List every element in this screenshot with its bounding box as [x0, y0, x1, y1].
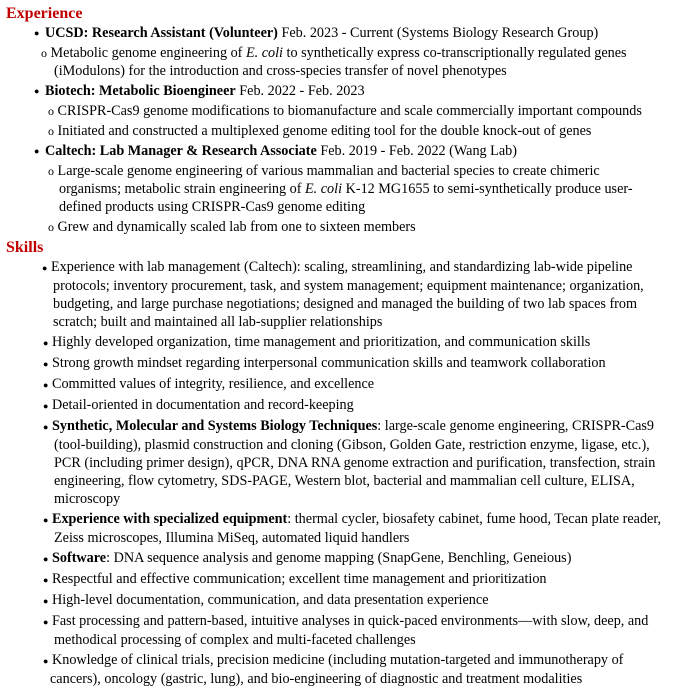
- job-detail: o Initiated and constructed a multiplexed genome editing tool for the double knock-out of genes: [48, 123, 592, 139]
- job-detail: o CRISPR-Cas9 genome modifications to biomanufacture and scale commercially important compounds: [48, 103, 642, 119]
- bullet-icon: ●: [43, 338, 49, 348]
- skill-item: ● Committed values of integrity, resilience, and excellence: [43, 376, 375, 392]
- bullet-icon: ●: [43, 515, 49, 525]
- skill-item: ● Respectful and effective communication; excellent time management and prioritization: [43, 571, 547, 587]
- skill-item: ● Strong growth mindset regarding interpersonal communication skills and teamwork collaboration: [43, 355, 606, 371]
- job-detail: o Grew and dynamically scaled lab from one to sixteen members: [48, 219, 416, 235]
- job-title: Caltech: Lab Manager & Research Associate: [45, 143, 317, 159]
- job-caltech: [34, 142, 676, 160]
- job-dates: Feb. 2022 - Feb. 2023: [235, 83, 365, 99]
- sub-bullet-icon: o: [48, 220, 54, 234]
- sub-bullet-icon: o: [48, 104, 54, 118]
- bullet-icon: ●: [43, 575, 49, 585]
- skill-item: ● Experience with lab management (Caltech): scaling, streamlining, and standardizing lab-wide pipeline protocols; inventory procurement, task, and system management; equipment maintenance; organization, budgeting, and large purchase negotiations; designed and managed the building of two lab spaces from scratch; built and maintained all lab-supplier relationships: [42, 259, 644, 330]
- skill-item: ● Software: DNA sequence analysis and genome mapping (SnapGene, Benchling, Geneious): [43, 550, 572, 566]
- bullet-icon: ●: [34, 86, 40, 96]
- job-biotech: [34, 82, 676, 100]
- skills-heading: Skills: [6, 239, 44, 256]
- bullet-icon: ●: [43, 596, 49, 606]
- bullet-icon: ●: [43, 359, 49, 369]
- skill-item: ● Highly developed organization, time management and prioritization, and communication skills: [43, 334, 591, 350]
- bullet-icon: ●: [43, 554, 49, 564]
- bullet-icon: ●: [43, 656, 49, 666]
- skill-item: ● Knowledge of clinical trials, precision medicine (including mutation-targeted and immunotherapy of cancers), oncology (gastric, lung), and bio-engineering of diagnostic and treatment modalities: [43, 652, 624, 687]
- job-dates: Feb. 2023 - Current (Systems Biology Research Group): [277, 25, 599, 41]
- skill-item: ● Detail-oriented in documentation and record-keeping: [43, 397, 354, 413]
- skill-item: ● Synthetic, Molecular and Systems Biology Techniques: large-scale genome engineering, CRISPR-Cas9 (tool-building), plasmid construction and cloning (Gibson, Golden Gate, restriction enzyme, ligase, etc.), PCR (including primer design), qPCR, DNA RNA genome extraction and purification, transfection, strain engineering, flow cytometry, SDS-PAGE, Western blot, bacterial and mammalian cell culture, ELISA, microscopy: [43, 418, 656, 507]
- bullet-icon: ●: [43, 617, 49, 627]
- bullet-icon: ●: [42, 263, 48, 273]
- skill-item: ● High-level documentation, communication, and data presentation experience: [43, 592, 489, 608]
- skill-item: ● Experience with specialized equipment: thermal cycler, biosafety cabinet, fume hood, Tecan plate reader, Zeiss microscopes, Illumina MiSeq, automated liquid handlers: [43, 511, 662, 546]
- bullet-icon: ●: [34, 28, 40, 38]
- sub-bullet-icon: o: [41, 46, 47, 60]
- sub-bullet-icon: o: [48, 164, 54, 178]
- job-title: Biotech: Metabolic Bioengineer: [45, 83, 236, 99]
- bullet-icon: ●: [43, 422, 49, 432]
- skill-item: ● Fast processing and pattern-based, intuitive analyses in quick-paced environments—with slow, deep, and methodical processing of complex and multi-faceted challenges: [43, 613, 649, 648]
- job-detail: o Large-scale genome engineering of various mammalian and bacterial species to create chimeric organisms; metabolic strain engineering of E. coli K-12 MG1655 to semi-synthetically produce user-defined products using CRISPR-Cas9 genome editing: [48, 163, 633, 215]
- sub-bullet-icon: o: [48, 124, 54, 138]
- job-ucsd: [34, 24, 676, 42]
- job-dates: Feb. 2019 - Feb. 2022 (Wang Lab): [316, 143, 517, 159]
- bullet-icon: ●: [34, 146, 40, 156]
- job-detail: o Metabolic genome engineering of E. coli to synthetically express co-transcriptionally regulated genes (iModulons) for the introduction and cross-species transfer of novel phenotypes: [41, 45, 627, 79]
- bullet-icon: ●: [43, 380, 49, 390]
- bullet-icon: ●: [43, 401, 49, 411]
- experience-heading: Experience: [6, 5, 83, 22]
- job-title: UCSD: Research Assistant (Volunteer): [45, 25, 278, 41]
